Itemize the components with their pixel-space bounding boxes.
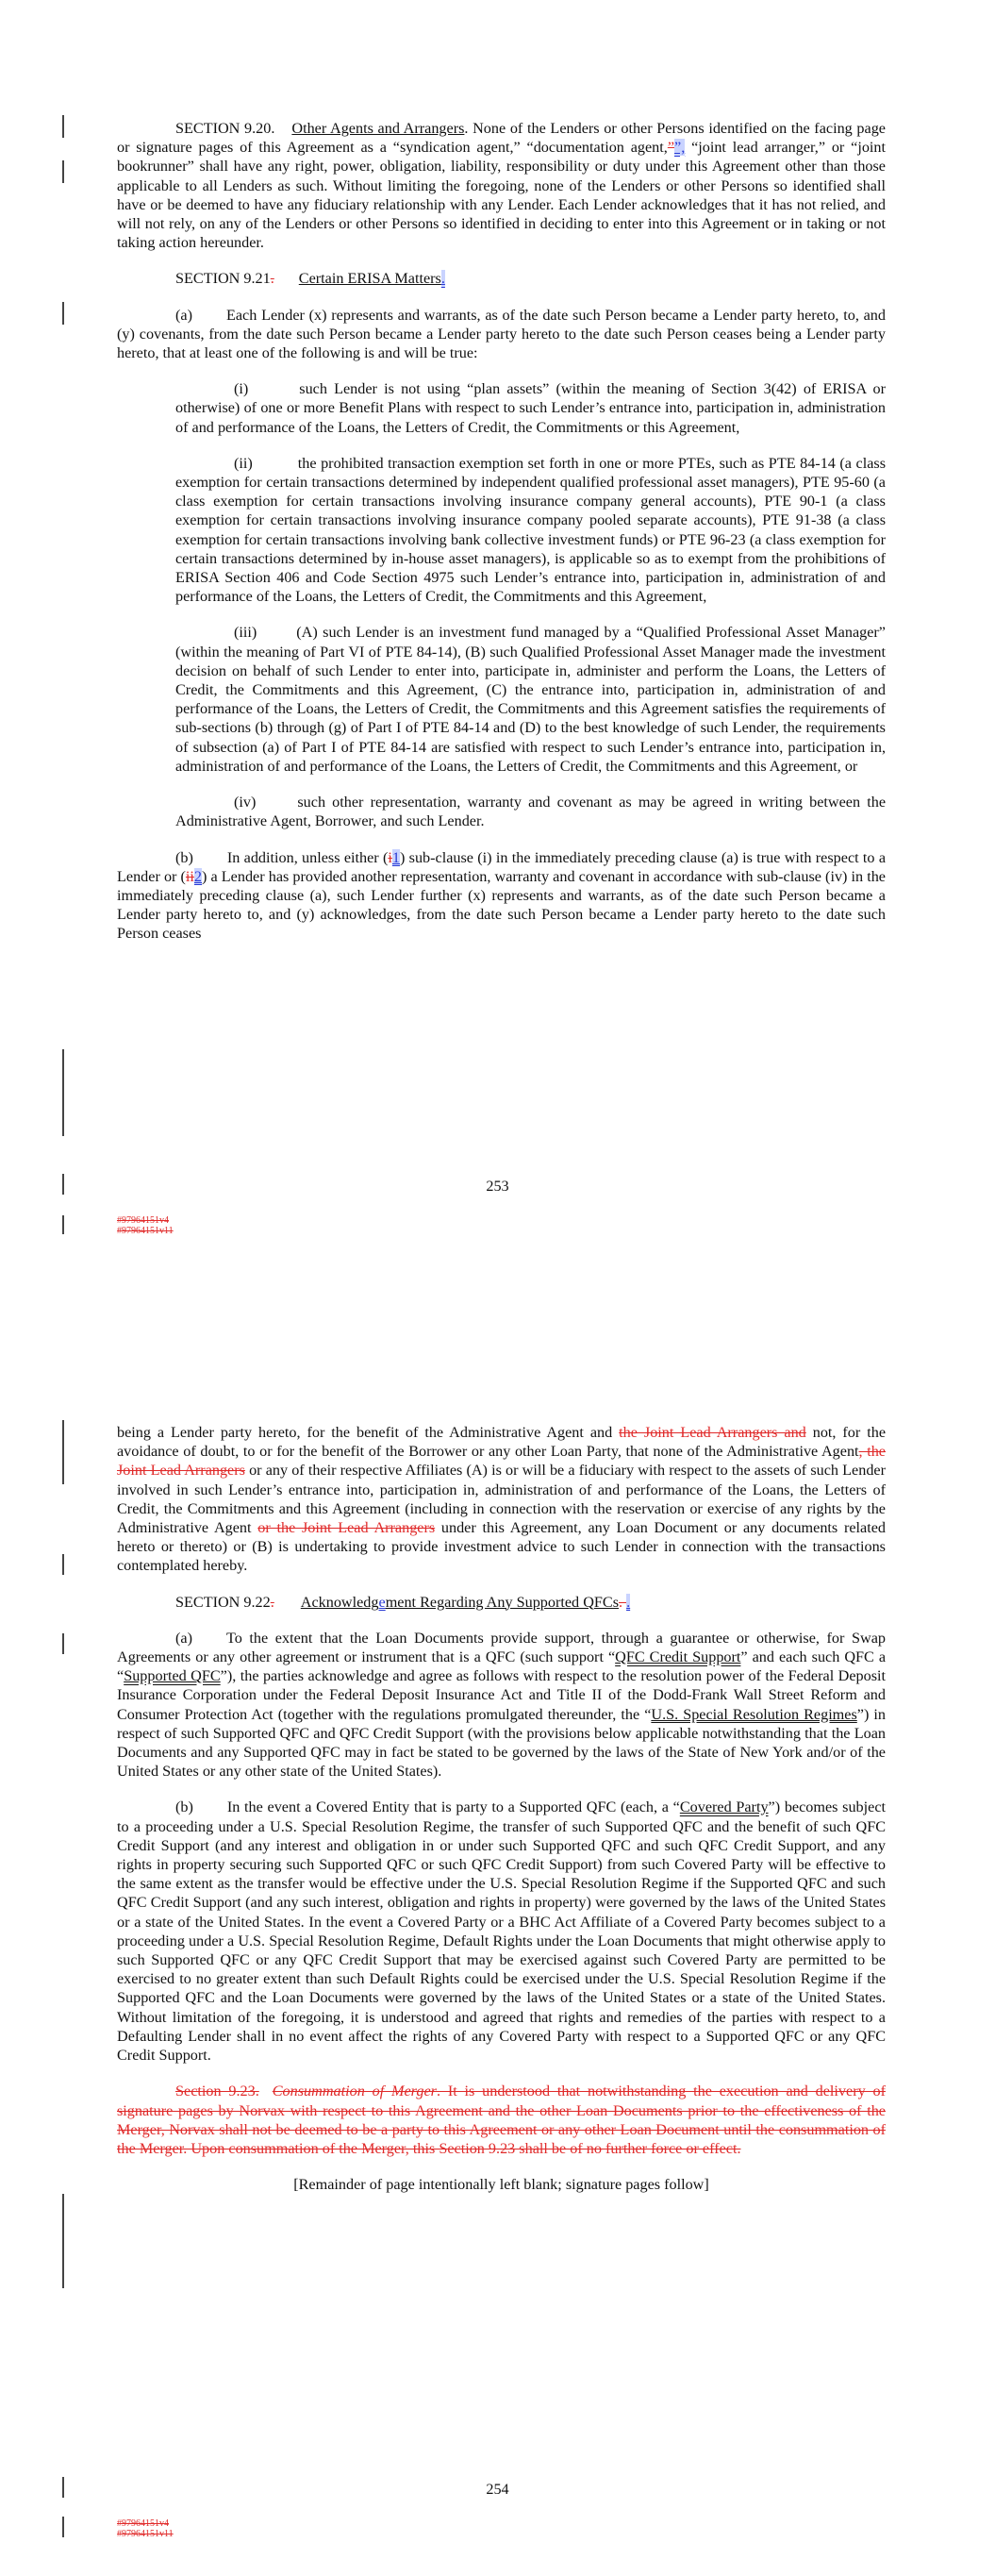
change-bar [62,302,64,325]
section-9-22-heading: SECTION 9.22. Acknowledgement Regarding Any Supported QFCs. . [175,1593,631,1611]
deleted-text: i [388,848,392,866]
change-bar [62,1215,64,1234]
clause-b: (b) In addition, unless either (i1) sub-clause (i) in the immediately preceding clause (a) is true with respect to a Lender or (ii2) a Lender has provided another representation, warranty and covenant in accordance with sub-clause (iv) in the immediately preceding clause (a), such Lender further (x) represents and warrants, as of the date such Person became a Lender party hereto to, and (y) acknowledges, from the date such Person became a Lender party hereto to the date such Person ceases [117,848,887,943]
defined-term: Supported QFC [124,1667,221,1685]
inserted-text: ”, [674,139,686,157]
section-9-22-title: Acknowledgement Regarding Any Supported QFCs [300,1593,619,1611]
change-bar [62,1554,64,1575]
section-9-22-clause-a: (a) To the extent that the Loan Documents provide support, through a guarantee or otherwise, for Swap Agreements or any other agreement or instrument that is a QFC (such support “QFC Credit Support” and each such QFC a “Supported QFC”), the parties acknowledge and agree as follows with respect to the resolution power of the Federal Deposit Insurance Corporation under the Federal Deposit Insurance Act and Title II of the Dodd-Frank Wall Street Reform and Consumer Protection Act (together with the regulations promulgated thereunder, the “U.S. Special Resolution Regimes”) in respect of such Supported QFC and QFC Credit Support (with the provisions below applicable notwithstanding that the Loan Documents and any Supported QFC may in fact be stated to be governed by the laws of the State of New York and/or of the United States or any other state of the United States). [117,1629,887,1781]
defined-term: Covered Party [679,1798,769,1816]
page-number: 254 [486,2481,509,2498]
deleted-text: , the Joint Lead Arrangers [117,1443,886,1480]
document-id: #97964151v4 #97964151v11 [117,2518,174,2539]
page-number: 253 [486,1178,509,1195]
inserted-text: e [378,1593,386,1611]
deleted-text: . [270,1593,274,1611]
clause-a: (a) Each Lender (x) represents and warrants, as of the date such Person became a Lender party hereto, to, and (y) covenants, from the date such Person became a Lender party hereto to the date such Person ceases being a Lender party hereto, that at least one of the following is and will be true: [117,306,886,362]
defined-term: U.S. Special Resolution Regimes [651,1705,857,1723]
deleted-text: ii [185,867,194,885]
subclause-iii: (iii) (A) such Lender is an investment fund managed by a “Qualified Professional Asset Manager” (within the meaning of Part VI of PTE 84-14), (B) such Qualified Professional Asset Manager made the investment decision on behalf of such Lender to enter into, participate in, administer and perform the Loans, the Letters of Credit, the Commitments and this Agreement, (C) the entrance into, participation in, administration of and performance of the Loans, the Letters of Credit, the Commitments and this Agreement satisfies the requirements of sub-sections (b) through (g) of Part I of PTE 84-14 and (D) to the best knowledge of such Lender, the requirements of subsection (a) of Part I of PTE 84-14 are satisfied with respect to such Lender’s entrance into, participation in, administration of and performance of the Loans, the Letters of Credit, the Commitments and this Agreement, or [175,624,886,775]
subclause-i: (i) such Lender is not using “plan assets” (within the meaning of Section 3(42) of ERISA or otherwise) of one or more Benefit Plans with respect to such Lender’s entrance into, participation in, administration of and performance of the Loans, the Letters of Credit, the Commitments or this Agreement, [175,380,886,436]
section-9-20-title: Other Agents and Arrangers [291,120,465,137]
section-9-20: SECTION 9.20. Other Agents and Arrangers. None of the Lenders or other Persons identified on the facing page or signature pages of this Agreement as a “syndication agent,” “documentation agent,””, “joint lead arranger,” or “joint bookrunner” shall have any right, power, obligation, liability, responsibility or duty under this Agreement other than those applicable to all Lenders as such. Without limiting the foregoing, none of the Lenders or other Persons so identified shall have or be deemed to have any fiduciary relationship with any Lender. Each Lender acknowledges that it has not relied, and will not rely, on any of the Lenders or other Persons so identified in deciding to enter into this Agreement or in taking or not taking action hereunder. [117,120,887,252]
page-254 [0,1288,995,2576]
remainder-note: [Remainder of page intentionally left blank; signature pages follow] [293,2176,709,2194]
deleted-text: or the Joint Lead Arrangers [257,1519,436,1537]
section-9-23-deleted: Section 9.23. Consummation of Merger. It is understood that notwithstanding the execution and delivery of signature pages by Norvax with respect to this Agreement and the other Loan Documents prior to the effectiveness of the Merger, Norvax shall not be deemed to be a party to this Agreement or any other Loan Document until the consummation of the Merger. Upon consummation of the Merger, this Section 9.23 shall be of no further force or effect. [117,2083,886,2157]
inserted-text: 1 [391,848,400,866]
section-9-22-clause-b: (b) In the event a Covered Entity that is party to a Supported QFC (each, a “Covered Party”) becomes subject to a proceeding under a U.S. Special Resolution Regime, the transfer of such Supported QFC and the benefit of such QFC Credit Support (and any interest and obligation in or under such Supported QFC and such QFC Credit Support, and any rights in property securing such Supported QFC or such QFC Credit Support) from such Covered Party will be effective to the same extent as the transfer would be effective under the U.S. Special Resolution Regime if the Supported QFC and such QFC Credit Support (and any such interest, obligation and rights in property) were governed by the laws of the United States or a state of the United States. In the event a Covered Party or a BHC Act Affiliate of a Covered Party becomes subject to a proceeding under a U.S. Special Resolution Regime, Default Rights under the Loan Documents that might otherwise apply to such Supported QFC or any QFC Credit Support that may be exercised against such Covered Party are permitted to be exercised to no greater extent than such Default Rights could be exercised under the U.S. Special Resolution Regime if the Supported QFC and the Loan Documents were governed by the laws of the United States or a state of the United States. Without limitation of the foregoing, it is understood and agreed that rights and remedies of the parties with respect to a Defaulting Lender shall in no event affect the rights of any Covered Party with respect to a Supported QFC or any QFC Credit Support. [117,1798,886,2065]
deleted-text: ” [667,139,675,157]
change-bar [62,160,64,183]
subclause-iv: (iv) such other representation, warranty and covenant as may be agreed in writing between the Administrative Agent, Borrower, and such Lender. [175,794,886,830]
page-253-body [117,119,886,961]
inserted-text: . [626,1593,631,1611]
change-bar [62,2194,64,2288]
section-9-21-heading: SECTION 9.21. Certain ERISA Matters. [175,270,445,288]
change-bar [62,1633,64,1654]
document-id: #97964151v4 #97964151v11 [117,1215,174,1236]
subclause-ii: (ii) the prohibited transaction exemption set forth in one or more PTEs, such as PTE 84-14 (a class exemption for certain transactions determined by independent qualified professional asset managers), PTE 95-60 (a class exemption for certain transactions involving insurance company general accounts), PTE 90-1 (a class exemption for certain transactions involving insurance company pooled separate accounts), PTE 91-38 (a class exemption for certain transactions involving bank collective investment funds) or PTE 96-23 (a class exemption for certain transactions determined by in-house asset managers), is applicable so as to exempt from the prohibitions of ERISA Section 406 and Code Section 4975 such Lender’s entrance into, participation in, administration of and performance of the Loans, the Letters of Credit, the Commitments and this Agreement, [175,454,886,606]
change-bar [62,115,64,138]
change-bar [62,2517,64,2537]
change-bar [62,1049,64,1136]
clause-b-continued: being a Lender party hereto, for the benefit of the Administrative Agent and the Joint Lead Arrangers and not, for the avoidance of doubt, to or for the benefit of the Borrower or any other Loan Party, that none of the Administrative Agent, the Joint Lead Arrangers or any of their respective Affiliates (A) is or will be a fiduciary with respect to the assets of such Lender involved in such Lender’s entrance into, participation in, administration of and performance of the Loans, the Letters of Credit, the Commitments and this Agreement (including in connection with the reservation or exercise of any rights by the Administrative Agent or the Joint Lead Arrangers under this Agreement, any Loan Document or any documents related hereto or thereto) or (B) is undertaking to provide investment advice to such Lender in connection with the transactions contemplated hereby. [117,1424,887,1575]
deleted-text: . [270,270,274,288]
change-bar [62,1420,64,1484]
inserted-text: . [440,270,445,288]
page-254-body [117,1423,886,2211]
deleted-text: the Joint Lead Arrangers and [619,1424,806,1441]
inserted-text: 2 [193,867,203,885]
section-9-21-title: Certain ERISA Matters [298,270,441,288]
deleted-text: . [619,1593,627,1611]
section-9-23-title: Consummation of Merger [272,2083,437,2100]
defined-term: QFC Credit Support [615,1648,741,1666]
